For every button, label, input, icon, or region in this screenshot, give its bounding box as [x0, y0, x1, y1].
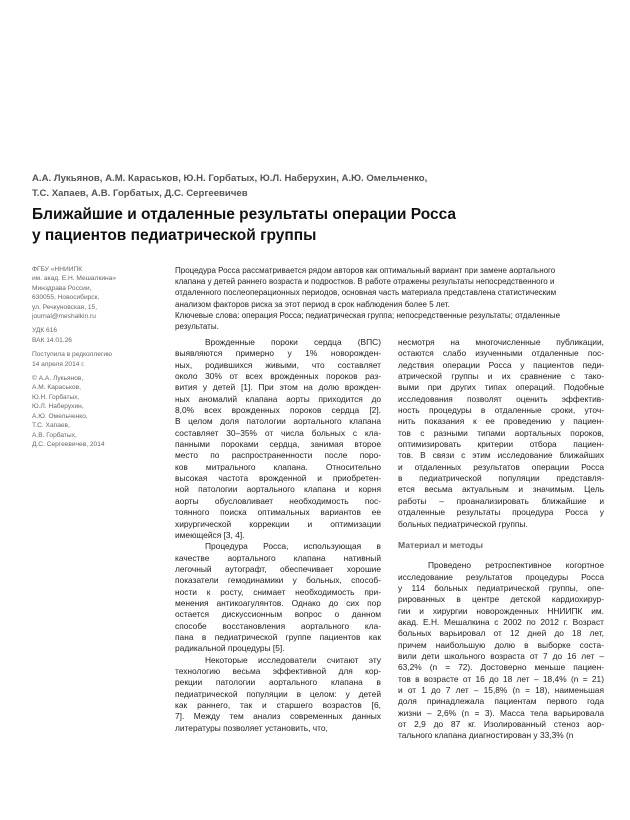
text-line: ФГБУ «ННИИПК — [32, 266, 83, 273]
text-line: оптимизировать критерии отбора пациен- — [398, 439, 604, 450]
paragraph — [398, 560, 604, 742]
body-column-2 — [398, 337, 604, 742]
text-line: Ключевые слова: операция Росса; педиатрическая группа; непосредственные результаты; отдаленные — [175, 310, 561, 320]
text-line: Врожденные пороки сердца (ВПС) — [205, 337, 381, 347]
text-line: отдаленного послеоперационных периодов, основная часть материала представлена статистическим — [175, 288, 557, 298]
text-line: остаются слабо изученными отдаленные пос- — [398, 348, 604, 359]
text-line: жизни – 2,6% (n = 3). Масса тела варьировала — [398, 707, 604, 718]
text-line: тального клапана диагностирован у 33,3% (n — [398, 730, 574, 741]
keywords — [175, 310, 605, 332]
abstract-text — [175, 265, 605, 310]
text-line: А.В. Горбатых, — [32, 431, 77, 439]
text-line: 63,2% (n = 72). Достоверно меньше пациен- — [398, 662, 604, 673]
affiliation — [32, 265, 162, 321]
text-line: ВАК 14.01.26 — [32, 336, 72, 344]
text-line: ных аномалий клапана аорты приходится до — [175, 393, 381, 404]
classification-codes — [32, 326, 162, 345]
text-line: ности к росту, снимает необходимость при- — [175, 586, 381, 597]
text-line: ул. Речкуновская, 15, — [32, 303, 98, 311]
text-line: причем наибольшую долю в выборке соста- — [398, 639, 604, 650]
text-line: рекции патологии аортального клапана в — [175, 677, 381, 688]
text-line: Ю.Н. Горбатых, — [32, 393, 80, 401]
abstract — [175, 265, 605, 332]
text-line: в педиатрической популяции представля- — [398, 473, 604, 484]
text-line: Минздрава России, — [32, 284, 92, 292]
paragraph — [175, 655, 381, 734]
text-line: выявляются примерно у 1% новорожден- — [175, 348, 381, 359]
text-line: нить показания к ее проведению у пациен- — [398, 416, 604, 427]
text-line: ков митрального клапана. Относительно — [175, 461, 381, 472]
text-line: несмотря на многочисленные публикации, — [398, 337, 604, 347]
paragraph — [175, 337, 381, 541]
text-line: им. акад. Е.Н. Мешалкина» — [32, 275, 116, 283]
text-line: Д.С. Сергеевичев, 2014 — [32, 440, 105, 448]
text-line: ледствия операции Росса у пациентов педи- — [398, 359, 604, 370]
text-line: В целом доля патологии аортального клапана — [175, 416, 381, 427]
text-line: результаты. — [175, 322, 219, 332]
text-line: исследование результатов процедуры Росса — [398, 571, 604, 582]
text-line: отдаленные результаты процедура Росса у — [398, 507, 604, 518]
text-line: аорты обусловливает необходимость пос- — [175, 495, 381, 506]
text-line: 14 апреля 2014 г. — [32, 360, 85, 368]
text-line: ется весьма актуальным и значимым. Цель — [398, 484, 604, 495]
text-line: тов с разными типами аортальных пороков, — [398, 427, 604, 438]
copyright — [32, 374, 162, 449]
text-line: у 114 больных педиатрической группы, опе- — [398, 582, 604, 593]
text-line: journal@meshalkin.ru — [32, 313, 96, 321]
text-line: от 2,9 до 87 кг. Изолированный стеноз аор- — [398, 719, 604, 729]
text-line: место по распространенности после поро- — [175, 450, 381, 461]
text-line: Ю.Л. Наберухин, — [32, 403, 84, 411]
text-line: Т.С. Хапаев, А.В. Горбатых, Д.С. Сергеевичев — [32, 188, 248, 199]
body-column-1 — [175, 337, 381, 734]
text-line: А.А. Лукьянов, А.М. Караськов, Ю.Н. Горбатых, Ю.Л. Наберухин, А.Ю. Омельченко, — [32, 173, 428, 184]
text-line: вития у детей [1]. При этом на долю врожден- — [175, 382, 381, 393]
text-line: ность процедуры в отдаленные сроки, уточ- — [398, 405, 604, 416]
text-line: Процедура Росса рассматривается рядом авторов как оптимальный вариант при замене аортального — [175, 266, 556, 275]
text-line: выми при других типах операций. Подобные — [398, 382, 604, 393]
text-line: около 30% от всех врожденных пороков раз- — [175, 371, 381, 382]
text-line: исследования позволят оценить эффектив- — [398, 393, 604, 404]
text-line: показатели гемодинамики у больных, способ- — [175, 575, 381, 586]
text-line: Поступила в редколлегию — [32, 351, 112, 359]
text-line: гии и хирургии новорожденных ННИИПК им. — [398, 605, 604, 616]
section-heading: Материал и методы — [398, 539, 483, 550]
text-line: легочный аутографт, обеспечивает хорошие — [175, 563, 381, 574]
text-line: вили дети школьного возраста от 7 до 16 лет – — [398, 650, 604, 661]
text-line: больных педиатрической группы. — [398, 518, 528, 529]
text-line: больных варьировал от 12 дней до 18 лет, — [398, 628, 604, 639]
text-line: доля принадлежала пациентам первого года — [398, 696, 604, 707]
text-line: радикальной процедуры [5]. — [175, 643, 285, 654]
paragraph — [398, 337, 604, 530]
text-line: как раннего, так и старшего возрастов [6, — [175, 700, 381, 710]
article-authors — [32, 171, 612, 201]
text-line: панными пороками сердца, занимая второе — [175, 439, 381, 450]
text-line: атрической группы и их сравнение с тако- — [398, 371, 604, 382]
text-line: Т.С. Хапаев, — [32, 422, 70, 430]
article-title — [32, 204, 612, 246]
text-line: акад. Е.Н. Мешалкина с 2002 по 2012 г. Возраст — [398, 616, 604, 627]
paragraph — [175, 541, 381, 654]
text-line: педиатрической популяции в целом: у детей — [175, 688, 381, 699]
text-line: и отдаленных результатов операции Росса — [398, 461, 604, 472]
text-line: Процедура Росса, использующая в — [205, 541, 381, 552]
text-line: 630055, Новосибирск, — [32, 294, 100, 302]
text-line: анализом факторов риска за этот период в срок наблюдения более 5 лет. — [175, 299, 450, 309]
article-sidebar — [32, 265, 162, 454]
text-line: литературы позволяет установить, что, — [175, 722, 328, 733]
received-date — [32, 350, 162, 369]
text-line: ных, родившихся живыми, что составляет — [175, 359, 381, 370]
text-line: клапана у детей раннего возраста и подростков. В работе отражены результаты непосредственного и — [175, 277, 555, 287]
text-line: у пациентов педиатрической группы — [32, 227, 317, 244]
text-line: Ближайшие и отдаленные результаты операции Росса — [32, 206, 457, 223]
text-line: тоянного поиска оптимальных вариантов ее — [175, 507, 381, 518]
text-line: менения антикоагулянтов. Однако до сих пор — [175, 597, 381, 608]
text-line: остается дискуссионным вопрос о данном — [175, 609, 381, 620]
text-line: 7]. Между тем анализ современных данных — [175, 711, 381, 722]
text-line: © А.А. Лукьянов, — [32, 375, 84, 383]
text-line: Некоторые исследователи считают эту — [205, 654, 381, 665]
text-line: пана в педиатрической группе пациентов как — [175, 631, 381, 642]
text-line: составляет 30–35% от числа больных с кла- — [175, 427, 381, 438]
text-line: рированных в центре детской кардиохирур- — [398, 594, 604, 605]
text-line: 8,0% всех врожденных пороков сердца [2]. — [175, 405, 381, 416]
text-line: имеющейся [3, 4]. — [175, 529, 245, 540]
text-line: ной патологии аортального клапана и корня — [175, 484, 381, 495]
text-line: высокая частота врожденной и приобретен- — [175, 473, 381, 484]
text-line: и от 1 до 7 лет – 15,8% (n = 18), наименьшая — [398, 684, 604, 695]
text-line: УДК 616 — [32, 327, 58, 335]
text-line: А.М. Караськов, — [32, 384, 81, 392]
text-line: хирургической коррекции и оптимизации — [175, 518, 381, 529]
text-line: тов. В связи с этим исследование ближайших — [398, 450, 604, 461]
text-line: тов в возрасте от 16 до 18 лет – 18,4% (n = 21) — [398, 673, 604, 684]
text-line: технологию весьма эффективной для кор- — [175, 665, 381, 676]
text-line: способе восстановления аортального кла- — [175, 620, 381, 631]
text-line: качестве аортального клапана нативный — [175, 552, 381, 563]
text-line: Проведено ретроспективное когортное — [428, 560, 604, 571]
text-line: работы – проанализировать ближайшие и — [398, 495, 604, 506]
text-line: А.Ю. Омельченко, — [32, 412, 88, 420]
